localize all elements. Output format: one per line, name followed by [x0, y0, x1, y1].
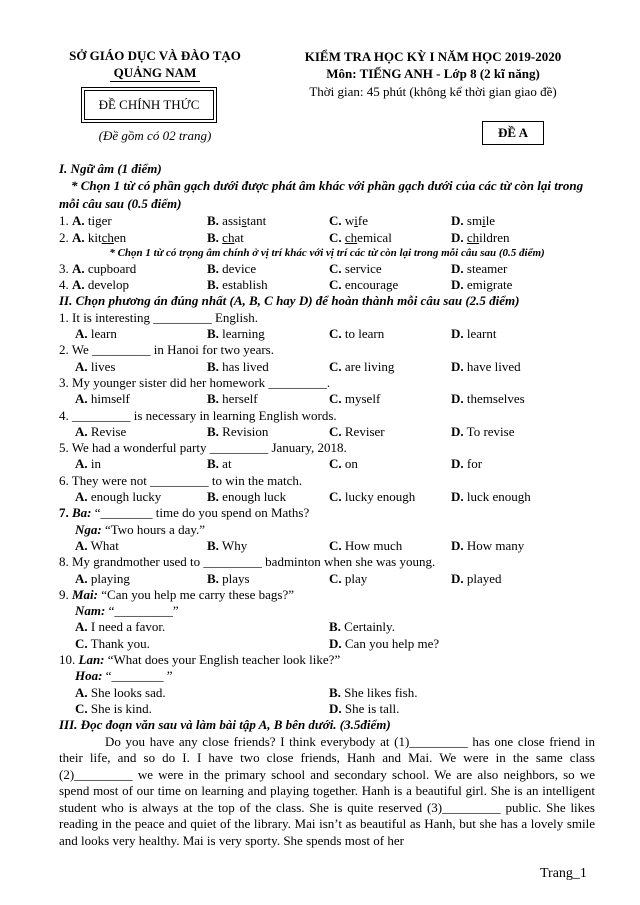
s2-q8-options: A. playing B. plays C. play D. played	[75, 570, 502, 586]
s1-q2: 2. A. kitchen B. chat C. chemical D. children	[59, 229, 510, 245]
section2-title: II. Chọn phương án đúng nhất (A, B, C hay D) để hoàn thành mỗi câu sau (2.5 điểm)	[59, 293, 520, 309]
s2-q9-reply: Nam: “_________”	[75, 603, 179, 619]
exam-subject: Môn: TIẾNG ANH - Lớp 8 (2 kĩ năng)	[326, 66, 540, 81]
province-name: QUẢNG NAM	[110, 65, 201, 82]
s1-q1: 1. A. tiger B. assistant C. wife D. smile	[59, 213, 496, 229]
pages-note: (Đề gồm có 02 trang)	[98, 128, 212, 143]
s2-q1-stem: 1. It is interesting _________ English.	[59, 309, 258, 325]
s2-q5-options: A. in B. at C. on D. for	[75, 456, 483, 472]
s2-q10-options-ab: A. She looks sad. B. She likes fish.	[75, 684, 418, 700]
exam-title: KIỂM TRA HỌC KỲ I NĂM HỌC 2019-2020	[304, 49, 562, 64]
s2-q4-stem: 4. _________ is necessary in learning English words.	[59, 407, 337, 423]
s2-q3-stem: 3. My younger sister did her homework _________.	[59, 374, 331, 390]
exam-time: Thời gian: 45 phút (không kể thời gian giao đề)	[309, 84, 557, 99]
s2-q2-options: A. lives B. has lived C. are living D. have lived	[75, 358, 521, 374]
reading-paragraph: Do you have any close friends? I think everybody at (1)_________ has one close friend in their life, and so do I. I have two close friends, Hanh and Mai. We were in the same class (2)_________ we were in the primary school and secondary school. We are also neighbors, so we spend most of our time on learning and playing together. Hanh is a beautiful girl. She is an intelligent student who is always at the top of the class. She is quite reserved (3)_________ public. She likes reading in the peace and quiet of the library. Mai isn’t as beautiful as Hanh, but she has a lovely smile and looks very healthy. Mai is very sporty. She spends most of her	[59, 733, 595, 848]
official-label: ĐỀ CHÍNH THỨC	[84, 90, 214, 120]
s1-q4: 4. A. develop B. establish C. encourage D. emigrate	[59, 277, 513, 293]
section1-instruction1: * Chọn 1 từ có phần gạch dưới được phát âm khác với phần gạch dưới của các từ còn lại trong mỗi câu sau (0.5 điểm)	[59, 178, 584, 212]
s2-q8-stem: 8. My grandmother used to _________ badminton when she was young.	[59, 554, 436, 570]
exam-code: ĐỀ A	[482, 121, 544, 145]
s2-q7-reply: Nga: “Two hours a day.”	[75, 521, 206, 537]
section3-title: III. Đọc đoạn văn sau và làm bài tập A, B bên dưới. (3.5điểm)	[59, 717, 391, 733]
page-number: Trang_1	[540, 866, 587, 881]
s2-q9-options-ab: A. I need a favor. B. Certainly.	[75, 619, 395, 635]
exam-body	[59, 161, 595, 849]
section1-instruction2: * Chọn 1 từ có trọng âm chính ở vị trí khác với vị trí các từ còn lại trong mỗi câu sau (0.5 điểm)	[109, 246, 545, 259]
s2-q6-options: A. enough lucky B. enough luck C. lucky enough D. luck enough	[75, 489, 531, 505]
s2-q9-options-cd: C. Thank you. D. Can you help me?	[75, 635, 440, 651]
s2-q1-options: A. learn B. learning C. to learn D. learnt	[75, 326, 497, 342]
s2-q7-options: A. What B. Why C. How much D. How many	[75, 537, 525, 553]
s2-q7-stem: 7. Ba: “________ time do you spend on Maths?	[59, 505, 310, 521]
s2-q9-stem: 9. Mai: “Can you help me carry these bags?”	[59, 586, 295, 602]
exam-header	[283, 48, 583, 101]
s2-q6-stem: 6. They were not _________ to win the match.	[59, 472, 303, 488]
section1-title: I. Ngữ âm (1 điểm)	[59, 161, 162, 176]
s1-q3: 3. A. cupboard B. device C. service D. steamer	[59, 260, 508, 276]
s2-q3-options: A. himself B. herself C. myself D. themselves	[75, 391, 525, 407]
s2-q2-stem: 2. We _________ in Hanoi for two years.	[59, 342, 274, 358]
s2-q10-reply: Hoa: “________ ”	[75, 668, 173, 684]
s2-q4-options: A. Revise B. Revision C. Reviser D. To revise	[75, 423, 515, 439]
s2-q5-stem: 5. We had a wonderful party _________ January, 2018.	[59, 440, 347, 456]
department-name: SỞ GIÁO DỤC VÀ ĐÀO TẠO	[69, 48, 241, 63]
s2-q10-stem: 10. Lan: “What does your English teacher look like?”	[59, 652, 341, 668]
school-header	[50, 48, 260, 82]
s2-q10-options-cd: C. She is kind. D. She is tall.	[75, 700, 400, 716]
